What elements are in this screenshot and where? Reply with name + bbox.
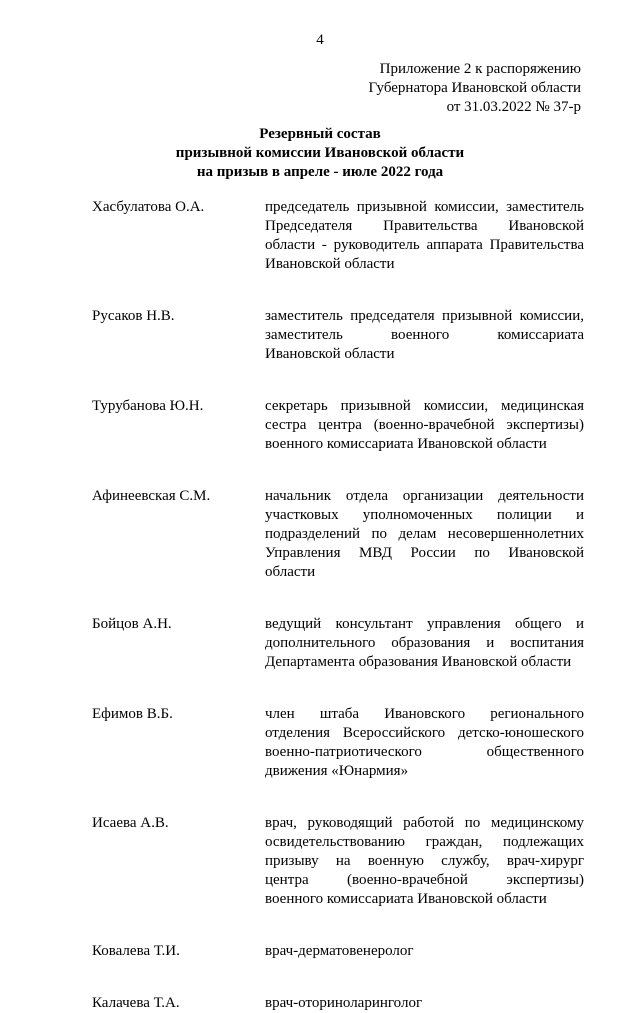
member-position-line: врач, руководящий работой по медицинскому bbox=[265, 815, 584, 831]
member-separator bbox=[92, 672, 584, 705]
member-row bbox=[92, 942, 584, 961]
member-position-line: отделения Всероссийского детско-юношеского bbox=[265, 725, 584, 741]
title-line: Резервный состав bbox=[259, 126, 381, 142]
member-position-line: Ивановской области bbox=[265, 346, 395, 362]
member-position-line: заместитель военного комиссариата bbox=[265, 327, 584, 343]
member-position-line: военного комиссариата Ивановской области bbox=[265, 436, 547, 452]
member-position bbox=[265, 615, 584, 672]
member-position-line: врач-оториноларинголог bbox=[265, 995, 423, 1011]
member-position bbox=[265, 814, 584, 909]
member-position-line: председатель призывной комиссии, заместитель bbox=[265, 199, 584, 215]
member-position-line: подразделений по делам несовершеннолетних bbox=[265, 526, 584, 542]
appendix-header-line: Приложение 2 к распоряжению bbox=[379, 61, 581, 77]
appendix-header bbox=[368, 60, 581, 117]
member-position-line: начальник отдела организации деятельности bbox=[265, 488, 584, 504]
member-row bbox=[92, 615, 584, 672]
member-name: Ефимов В.Б. bbox=[92, 706, 173, 722]
appendix-header-line: от 31.03.2022 № 37-р bbox=[446, 99, 581, 115]
member-position-line: Управления МВД России по Ивановской bbox=[265, 545, 584, 561]
member-position bbox=[265, 994, 584, 1013]
member-position-line: военного комиссариата Ивановской области bbox=[265, 891, 547, 907]
member-name: Русаков Н.В. bbox=[92, 308, 175, 324]
member-row bbox=[92, 198, 584, 274]
member-separator bbox=[92, 454, 584, 487]
member-position-line: освидетельствованию граждан, подлежащих bbox=[265, 834, 584, 850]
member-row bbox=[92, 814, 584, 909]
member-position-line: сестра центра (военно-врачебной экспертизы) bbox=[265, 417, 584, 433]
member-row bbox=[92, 994, 584, 1013]
member-name: Бойцов А.Н. bbox=[92, 616, 172, 632]
member-position-line: Департамента образования Ивановской области bbox=[265, 654, 572, 670]
member-separator bbox=[92, 781, 584, 814]
member-name: Афинеевская С.М. bbox=[92, 488, 211, 504]
member-separator bbox=[92, 582, 584, 615]
member-row bbox=[92, 307, 584, 364]
member-row bbox=[92, 397, 584, 454]
title-line: призывной комиссии Ивановской области bbox=[175, 145, 465, 161]
member-position bbox=[265, 307, 584, 364]
member-position bbox=[265, 705, 584, 781]
member-position-line: дополнительного образования и воспитания bbox=[265, 635, 584, 651]
member-position-line: заместитель председателя призывной комиссии, bbox=[265, 308, 584, 324]
member-name: Хасбулатова О.А. bbox=[92, 199, 205, 215]
member-row bbox=[92, 705, 584, 781]
member-position-line: военно-патриотического общественного bbox=[265, 744, 584, 760]
member-position-line: области - руководитель аппарата Правительства bbox=[265, 237, 584, 253]
member-row bbox=[92, 487, 584, 582]
member-separator bbox=[92, 961, 584, 994]
member-separator bbox=[92, 274, 584, 307]
document-title bbox=[0, 125, 640, 182]
appendix-header-line: Губернатора Ивановской области bbox=[368, 80, 581, 96]
member-position-line: области bbox=[265, 564, 316, 580]
member-position-line: движения «Юнармия» bbox=[265, 763, 409, 779]
member-position bbox=[265, 487, 584, 582]
member-name: Исаева А.В. bbox=[92, 815, 169, 831]
member-position-line: Ивановской области bbox=[265, 256, 395, 272]
member-position-line: участковых уполномоченных полиции и bbox=[265, 507, 584, 523]
member-position-line: призыву на военную службу, врач-хирург bbox=[265, 853, 584, 869]
member-separator bbox=[92, 909, 584, 942]
member-position bbox=[265, 198, 584, 274]
member-position-line: центра (военно-врачебной экспертизы) bbox=[265, 872, 584, 888]
member-name: Калачева Т.А. bbox=[92, 995, 180, 1011]
member-separator bbox=[92, 364, 584, 397]
member-name: Ковалева Т.И. bbox=[92, 943, 180, 959]
member-position-line: член штаба Ивановского регионального bbox=[265, 706, 584, 722]
member-position-line: секретарь призывной комиссии, медицинская bbox=[265, 398, 584, 414]
title-line: на призыв в апреле - июле 2022 года bbox=[196, 164, 444, 180]
member-position-line: ведущий консультант управления общего и bbox=[265, 616, 584, 632]
member-position-line: Председателя Правительства Ивановской bbox=[265, 218, 584, 234]
member-position bbox=[265, 397, 584, 454]
member-position bbox=[265, 942, 584, 961]
members-list bbox=[92, 198, 584, 1013]
page-number: 4 bbox=[316, 32, 324, 48]
member-position-line: врач-дерматовенеролог bbox=[265, 943, 414, 959]
member-name: Турубанова Ю.Н. bbox=[92, 398, 204, 414]
